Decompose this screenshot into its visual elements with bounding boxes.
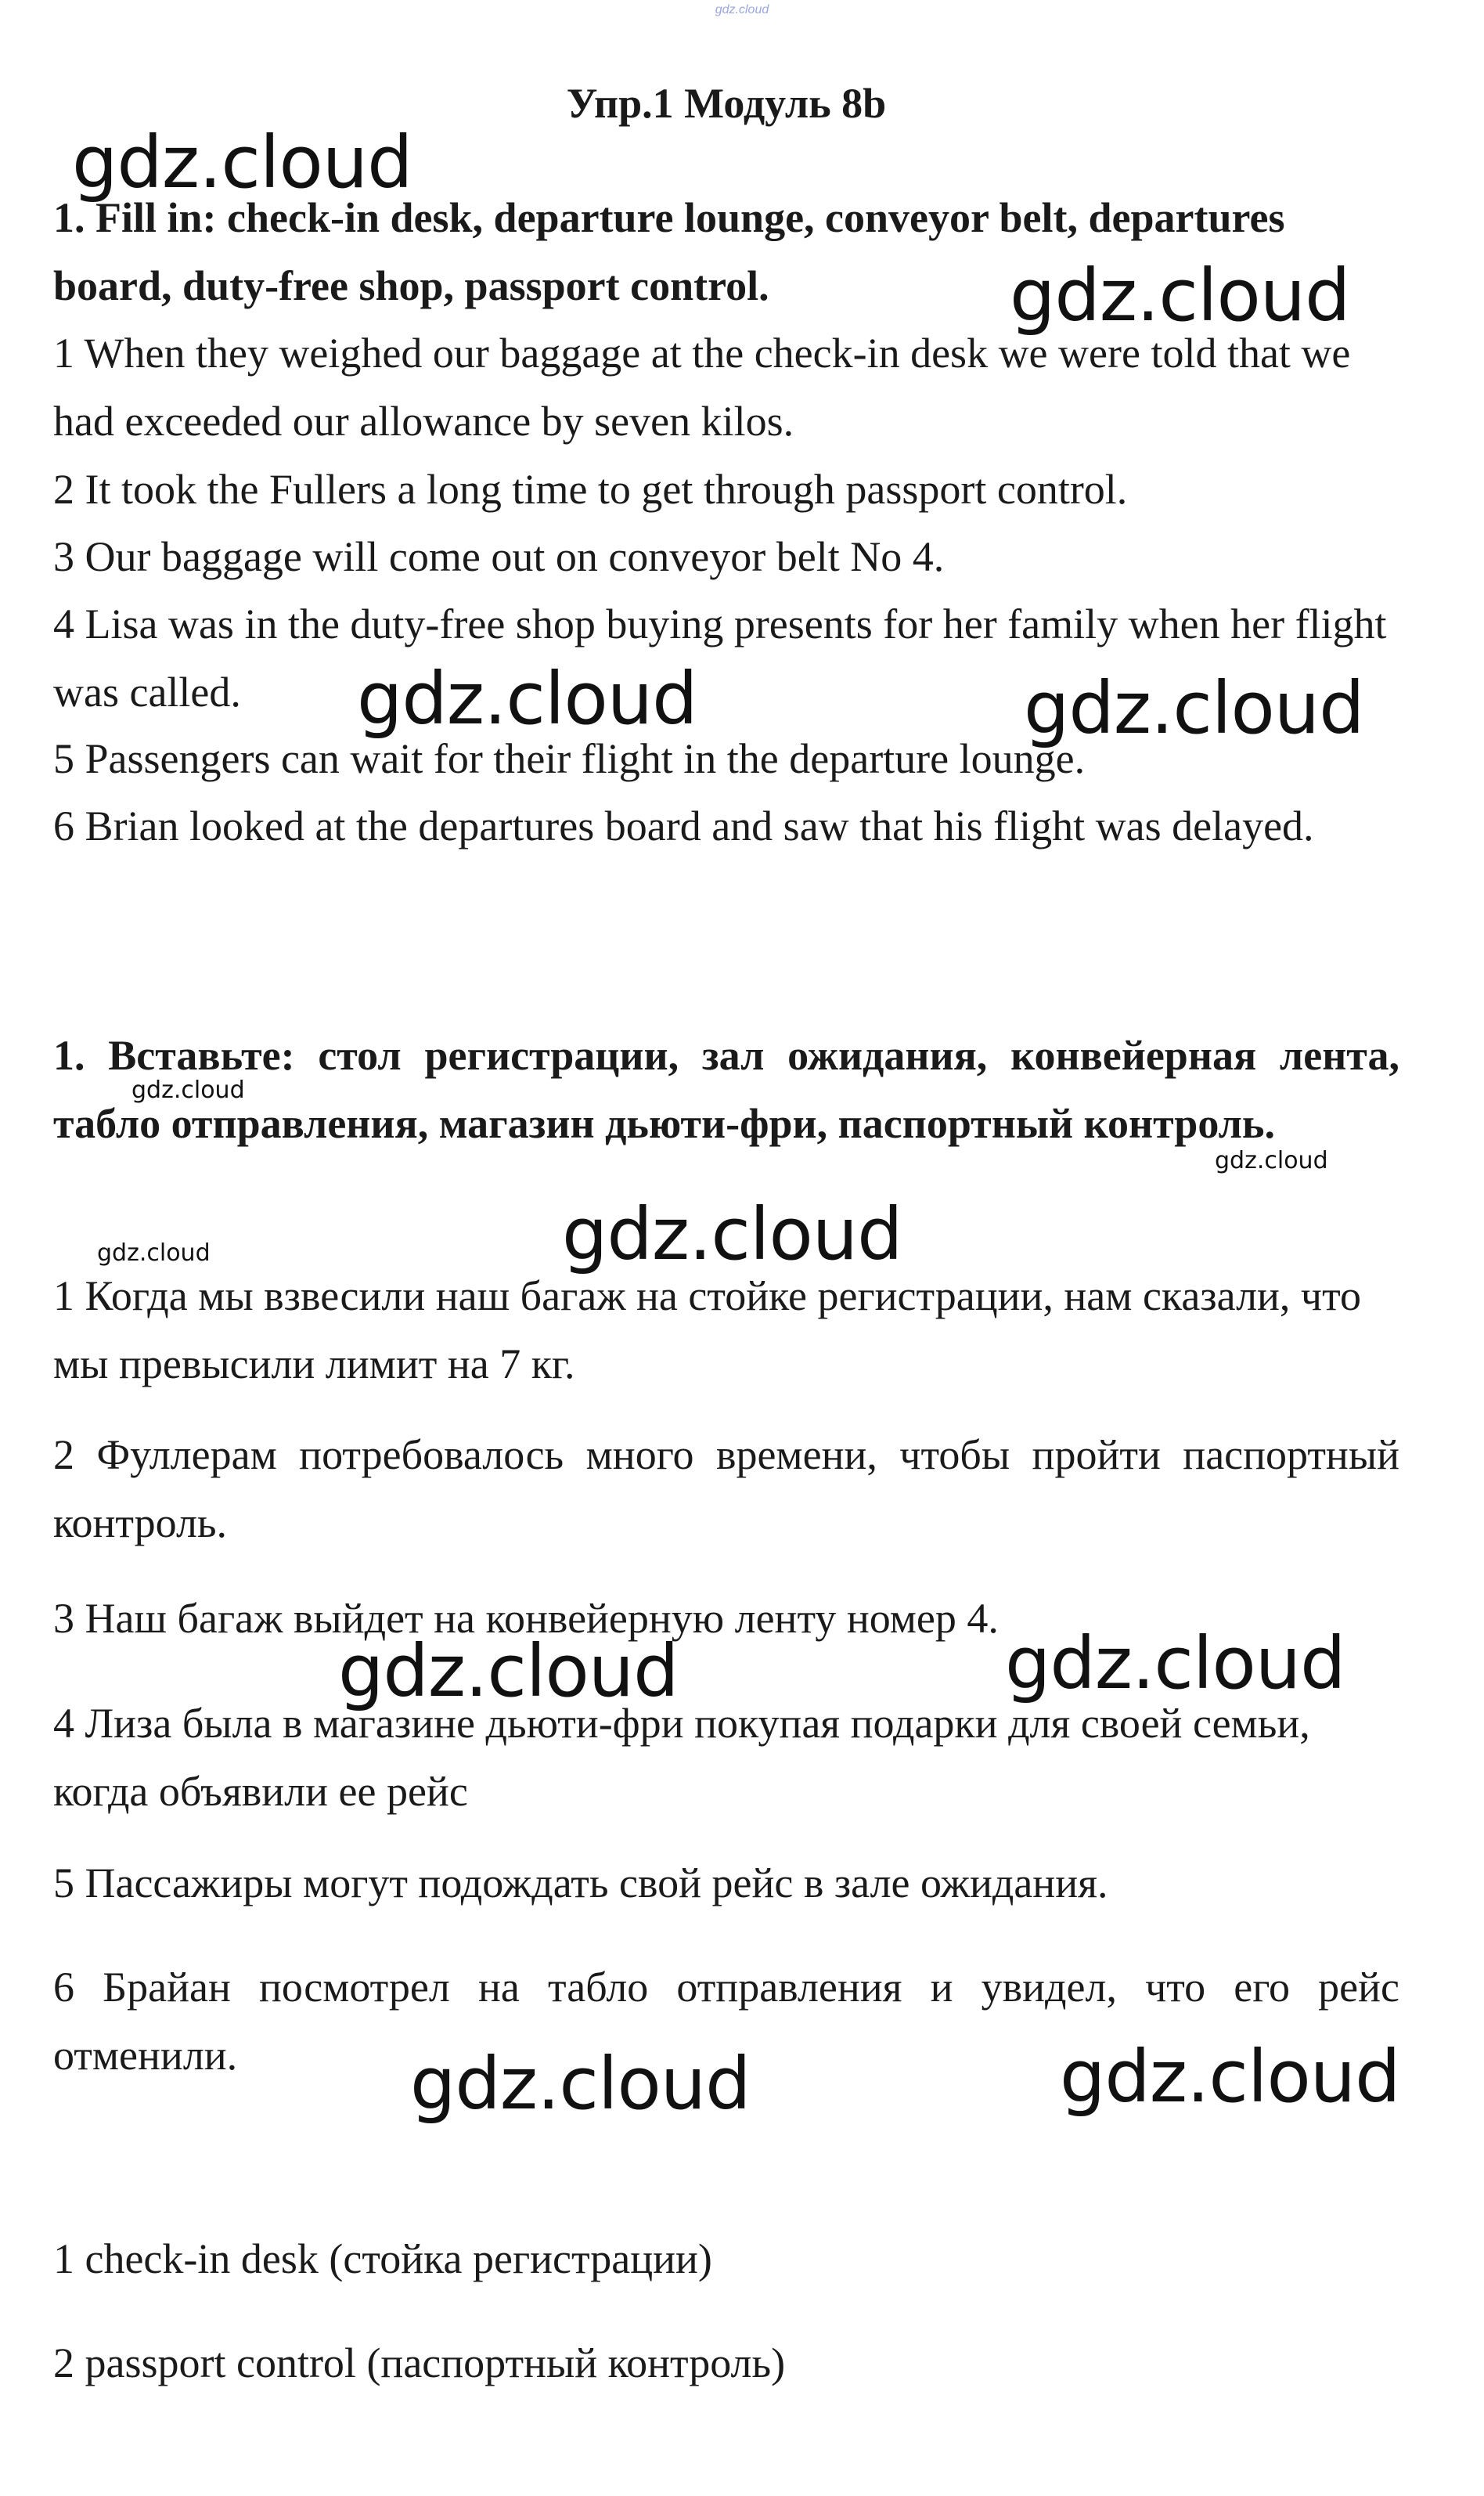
english-sentence-3: 3 Our baggage will come out on conveyor belt No 4. bbox=[53, 533, 945, 580]
answer-1: 1 check-in desk (стойка регистрации) bbox=[53, 2235, 712, 2282]
russian-sentence-3: 3 Наш багаж выйдет на конвейерную ленту номер 4. bbox=[53, 1595, 999, 1642]
watermark: gdz.cloud bbox=[72, 121, 412, 204]
watermark: gdz.cloud bbox=[1010, 254, 1350, 337]
russian-sentence-2: 2 Фуллерам потребовалось много времени, чтобы пройти паспортный контроль. bbox=[53, 1431, 1399, 1546]
watermark: gdz.cloud bbox=[1024, 666, 1364, 750]
watermark-small: gdz.cloud bbox=[131, 1077, 245, 1104]
russian-sentence-4: 4 Лиза была в магазине дьюти-фри покупая подарки для своей семьи, когда объявили ее рейс bbox=[53, 1700, 1310, 1815]
top-watermark: gdz.cloud bbox=[715, 3, 769, 16]
watermark: gdz.cloud bbox=[357, 657, 697, 741]
english-sentence-6: 6 Brian looked at the departures board and saw that his flight was delayed. bbox=[53, 803, 1314, 849]
english-sentence-5: 5 Passengers can wait for their flight in the departure lounge. bbox=[53, 735, 1086, 782]
watermark: gdz.cloud bbox=[1005, 1621, 1345, 1705]
watermark: gdz.cloud bbox=[410, 2042, 751, 2126]
watermark: gdz.cloud bbox=[562, 1192, 902, 1276]
watermark: gdz.cloud bbox=[338, 1629, 679, 1713]
answer-2: 2 passport control (паспортный контроль) bbox=[53, 2339, 786, 2386]
russian-sentence-1: 1 Когда мы взвесили наш багаж на стойке регистрации, нам сказали, что мы превысили лимит на 7 кг. bbox=[53, 1272, 1361, 1387]
russian-sentence-6: 6 Брайан посмотрел на табло отправления и увидел, что его рейс отменили. bbox=[53, 1964, 1399, 2079]
russian-instruction: 1. Вставьте: стол регистрации, зал ожидания, конвейерная лента, табло отправления, магазин дьюти-фри, паспортный контроль. bbox=[53, 1032, 1399, 1147]
watermark-small: gdz.cloud bbox=[97, 1239, 211, 1267]
page-title: Упр.1 Модуль 8b bbox=[566, 80, 887, 127]
english-instruction: 1. Fill in: check-in desk, departure lounge, conveyor belt, departures board, duty-free shop, passport control. bbox=[53, 194, 1285, 309]
watermark-small: gdz.cloud bbox=[1215, 1147, 1328, 1174]
watermark: gdz.cloud bbox=[1060, 2035, 1400, 2119]
english-sentence-2: 2 It took the Fullers a long time to get through passport control. bbox=[53, 466, 1128, 513]
english-sentence-4: 4 Lisa was in the duty-free shop buying presents for her family when her flight was called. bbox=[53, 601, 1387, 716]
russian-sentence-5: 5 Пассажиры могут подождать свой рейс в зале ожидания. bbox=[53, 1859, 1108, 1906]
english-sentence-1: 1 When they weighed our baggage at the check-in desk we were told that we had exceeded our allowance by seven kilos. bbox=[53, 330, 1351, 445]
